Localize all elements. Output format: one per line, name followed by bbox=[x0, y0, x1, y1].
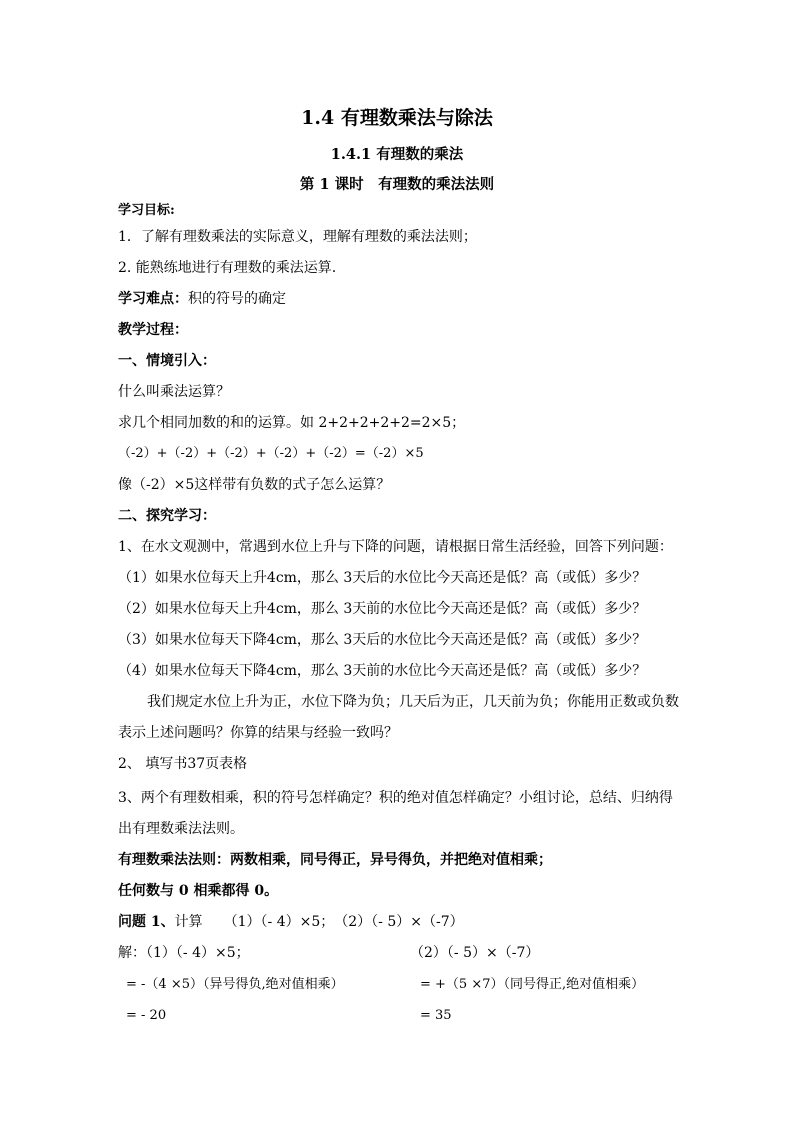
intro-heading: 一、情境引入： bbox=[118, 353, 216, 369]
objective-1: 1．了解有理数乘法的实际意义，理解有理数的乘法法则； bbox=[118, 229, 477, 245]
question-3: （3）如果水位每天下降4cm，那么 3天后的水位比今天高还是低？高（或低）多少？ bbox=[118, 632, 647, 648]
problem-1 bbox=[118, 913, 464, 931]
intro-line-4: 像（-2）×5这样带有负数的式子怎么运算？ bbox=[118, 477, 391, 493]
intro-line-3: （-2）+（-2）+（-2）+（-2）+（-2）=（-2）×5 bbox=[118, 446, 424, 461]
solution-left-line-3: = - 20 bbox=[126, 1008, 167, 1023]
difficulty-text: 积的符号的确定 bbox=[188, 291, 286, 307]
problem-1-label: 问题 1、 bbox=[118, 914, 175, 930]
process-heading: 教学过程： bbox=[118, 322, 188, 338]
solution-right-line-3: = 35 bbox=[420, 1008, 452, 1023]
question-4: （4）如果水位每天下降4cm，那么 3天前的水位比今天高还是低？高（或低）多少？ bbox=[118, 663, 647, 679]
multiplication-law-line-2: 任何数与 0 相乘都得 0。 bbox=[118, 883, 279, 899]
question-2: （2）如果水位每天上升4cm，那么 3天前的水位比今天高还是低？高（或低）多少？ bbox=[118, 601, 647, 617]
doc-title: 1.4 有理数乘法与除法 bbox=[301, 107, 493, 129]
problem-1-text: 计算 （1）（- 4）×5； （2）（- 5）×（-7） bbox=[174, 914, 464, 930]
intro-line-2: 求几个相同加数的和的运算。如 2+2+2+2+2=2×5； bbox=[118, 415, 466, 431]
rule-paragraph-line-1: 我们规定水位上升为正，水位下降为负；几天后为正，几天前为负；你能用正数或负数 bbox=[147, 694, 679, 710]
solution-right-line-2: = +（5 ×7）（同号得正,绝对值相乘） bbox=[420, 977, 645, 992]
explore-item-3-line-1: 3、两个有理数相乘，积的符号怎样确定？积的绝对值怎样确定？小组讨论，总结、归纳得 bbox=[118, 790, 673, 806]
objectives-heading: 学习目标: bbox=[118, 203, 175, 218]
question-1: （1）如果水位每天上升4cm，那么 3天后的水位比今天高还是低？高（或低）多少？ bbox=[118, 570, 647, 586]
solution-left-line-2: = -（4 ×5）（异号得负,绝对值相乘） bbox=[126, 977, 344, 992]
intro-question: 什么叫乘法运算？ bbox=[118, 384, 230, 400]
explore-item-1: 1、在水文观测中，常遇到水位上升与下降的问题，请根据日常生活经验，回答下列问题： bbox=[118, 539, 673, 555]
difficulty-line bbox=[118, 290, 286, 308]
explore-heading: 二、探究学习： bbox=[118, 508, 216, 524]
explore-item-2: 2、 填写书37页表格 bbox=[118, 756, 248, 772]
section-heading: 1.4.1 有理数的乘法 bbox=[330, 146, 464, 163]
explore-item-3-line-2: 出有理数乘法法则。 bbox=[118, 821, 244, 837]
difficulty-label: 学习难点： bbox=[118, 291, 188, 307]
lesson-heading: 第 1 课时 有理数的乘法法则 bbox=[299, 176, 495, 193]
rule-paragraph-line-2: 表示上述问题吗？你算的结果与经验一致吗？ bbox=[118, 725, 398, 741]
objective-2: 2. 能熟练地进行有理数的乘法运算. bbox=[118, 260, 337, 276]
solution-left-line-1: 解：（1）（- 4）×5； bbox=[118, 945, 250, 961]
solution-right-line-1: （2）（- 5）×（-7） bbox=[410, 945, 540, 961]
multiplication-law-line-1: 有理数乘法法则：两数相乘，同号得正，异号得负，并把绝对值相乘； bbox=[118, 852, 552, 868]
